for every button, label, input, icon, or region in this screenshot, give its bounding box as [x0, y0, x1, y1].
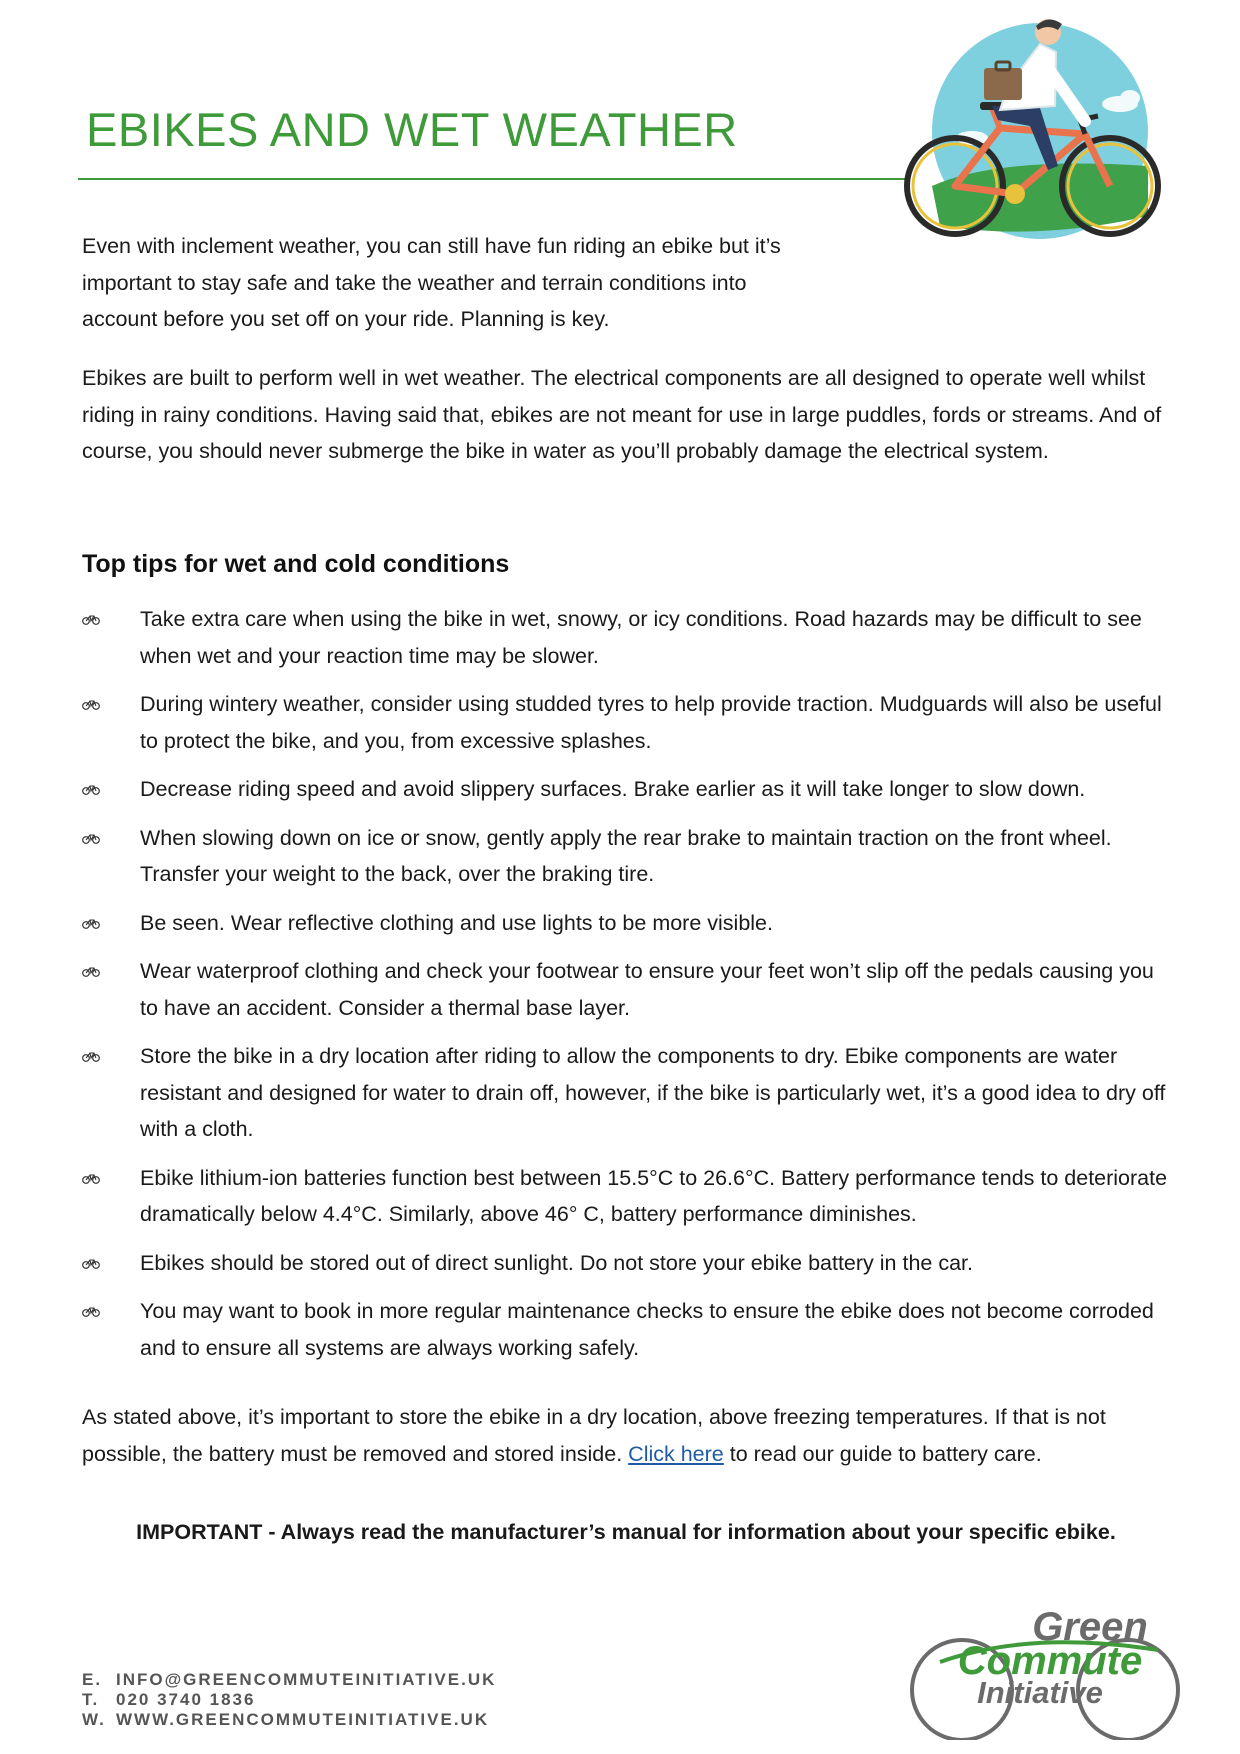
tip-text: During wintery weather, consider using studded tyres to help provide traction. Mudguards will also be useful to protect the bike, and you, from excessive splashes.: [140, 692, 1162, 753]
list-item: [82, 905, 1172, 942]
list-item: [82, 771, 1172, 808]
bicycle-bullet-icon: [82, 1305, 100, 1317]
bicycle-bullet-icon: [82, 1050, 100, 1062]
intro-paragraph: Even with inclement weather, you can still have fun riding an ebike but it’s important to stay safe and take the weather and terrain conditions into account before you set off on your ride. Planning is key.: [82, 234, 781, 331]
list-item: [82, 601, 1172, 674]
bicycle-bullet-icon: [82, 1257, 100, 1269]
bicycle-bullet-icon: [82, 613, 100, 625]
list-item: [82, 820, 1172, 893]
tip-text: Be seen. Wear reflective clothing and use lights to be more visible.: [140, 910, 773, 935]
bicycle-bullet-icon: [82, 1172, 100, 1184]
closing-text-after: to read our guide to battery care.: [723, 1441, 1042, 1466]
bicycle-bullet-icon: [82, 783, 100, 795]
closing-text-before: As stated above, it’s important to store the ebike in a dry location, above freezing temperatures. If that is not possible, the battery must be removed and stored inside.: [82, 1405, 1106, 1466]
tip-text: Store the bike in a dry location after riding to allow the components to dry. Ebike components are water resistant and designed for water to drain off, however, if the bike is particularly wet, it’s a good idea to dry off with a cloth.: [140, 1044, 1166, 1141]
tip-text: When slowing down on ice or snow, gently apply the rear brake to maintain traction on the front wheel. Transfer your weight to the back, over the braking tire.: [140, 825, 1112, 886]
tips-heading: Top tips for wet and cold conditions: [82, 550, 510, 578]
website-address[interactable]: WWW.GREENCOMMUTEINITIATIVE.UK: [116, 1710, 490, 1729]
important-notice: IMPORTANT - Always read the manufacturer’s manual for information about your specific ebike.: [136, 1520, 1116, 1544]
list-item: [82, 1293, 1172, 1366]
list-item: [82, 1245, 1172, 1282]
bicycle-bullet-icon: [82, 917, 100, 929]
list-item: [82, 953, 1172, 1026]
bicycle-bullet-icon: [82, 832, 100, 844]
wet-weather-paragraph: Ebikes are built to perform well in wet weather. The electrical components are all designed to operate well whilst riding in rainy conditions. Having said that, ebikes are not meant for use in large puddles, fords or streams. And of course, you should never submerge the bike in water as you’ll probably damage the electrical system.: [82, 366, 1162, 463]
bicycle-bullet-icon: [82, 698, 100, 710]
email-label: E.: [82, 1670, 103, 1689]
tip-text: You may want to book in more regular maintenance checks to ensure the ebike does not become corroded and to ensure all systems are always working safely.: [140, 1299, 1154, 1360]
phone-number[interactable]: 020 3740 1836: [116, 1690, 256, 1709]
list-item: [82, 1160, 1172, 1233]
contact-block: [82, 1670, 496, 1730]
list-item: [82, 686, 1172, 759]
tip-text: Ebikes should be stored out of direct sunlight. Do not store your ebike battery in the car.: [140, 1250, 973, 1275]
contact-phone-row: [82, 1690, 496, 1710]
cyclist-illustration: [880, 16, 1180, 276]
tip-text: Ebike lithium-ion batteries function best between 15.5°C to 26.6°C. Battery performance tends to deteriorate dramatically below 4.4°C. Similarly, above 46° C, battery performance diminishes.: [140, 1165, 1168, 1226]
tips-list: [82, 601, 1172, 1378]
logo-word-commute: Commute: [957, 1639, 1143, 1683]
logo-word-initiative: Initiative: [977, 1675, 1103, 1710]
bicycle-bullet-icon: [82, 965, 100, 977]
contact-email-row: [82, 1670, 496, 1690]
contact-web-row: [82, 1710, 496, 1730]
battery-guide-link[interactable]: Click here: [628, 1441, 724, 1466]
green-commute-initiative-logo: [900, 1590, 1190, 1740]
title-divider: [78, 178, 908, 180]
logo-word-green: Green: [1032, 1605, 1148, 1649]
list-item: [82, 1038, 1172, 1148]
email-address[interactable]: INFO@GREENCOMMUTEINITIATIVE.UK: [116, 1670, 497, 1689]
battery-storage-paragraph: [82, 1399, 1172, 1472]
tip-text: Wear waterproof clothing and check your footwear to ensure your feet won’t slip off the pedals causing you to have an accident. Consider a thermal base layer.: [140, 959, 1154, 1020]
tip-text: Decrease riding speed and avoid slippery surfaces. Brake earlier as it will take longer to slow down.: [140, 777, 1086, 801]
web-label: W.: [82, 1710, 106, 1729]
page-title: EBIKES AND WET WEATHER: [86, 103, 738, 156]
tip-text: Take extra care when using the bike in wet, snowy, or icy conditions. Road hazards may be difficult to see when wet and your reaction time may be slower.: [140, 607, 1142, 668]
phone-label: T.: [82, 1690, 100, 1709]
